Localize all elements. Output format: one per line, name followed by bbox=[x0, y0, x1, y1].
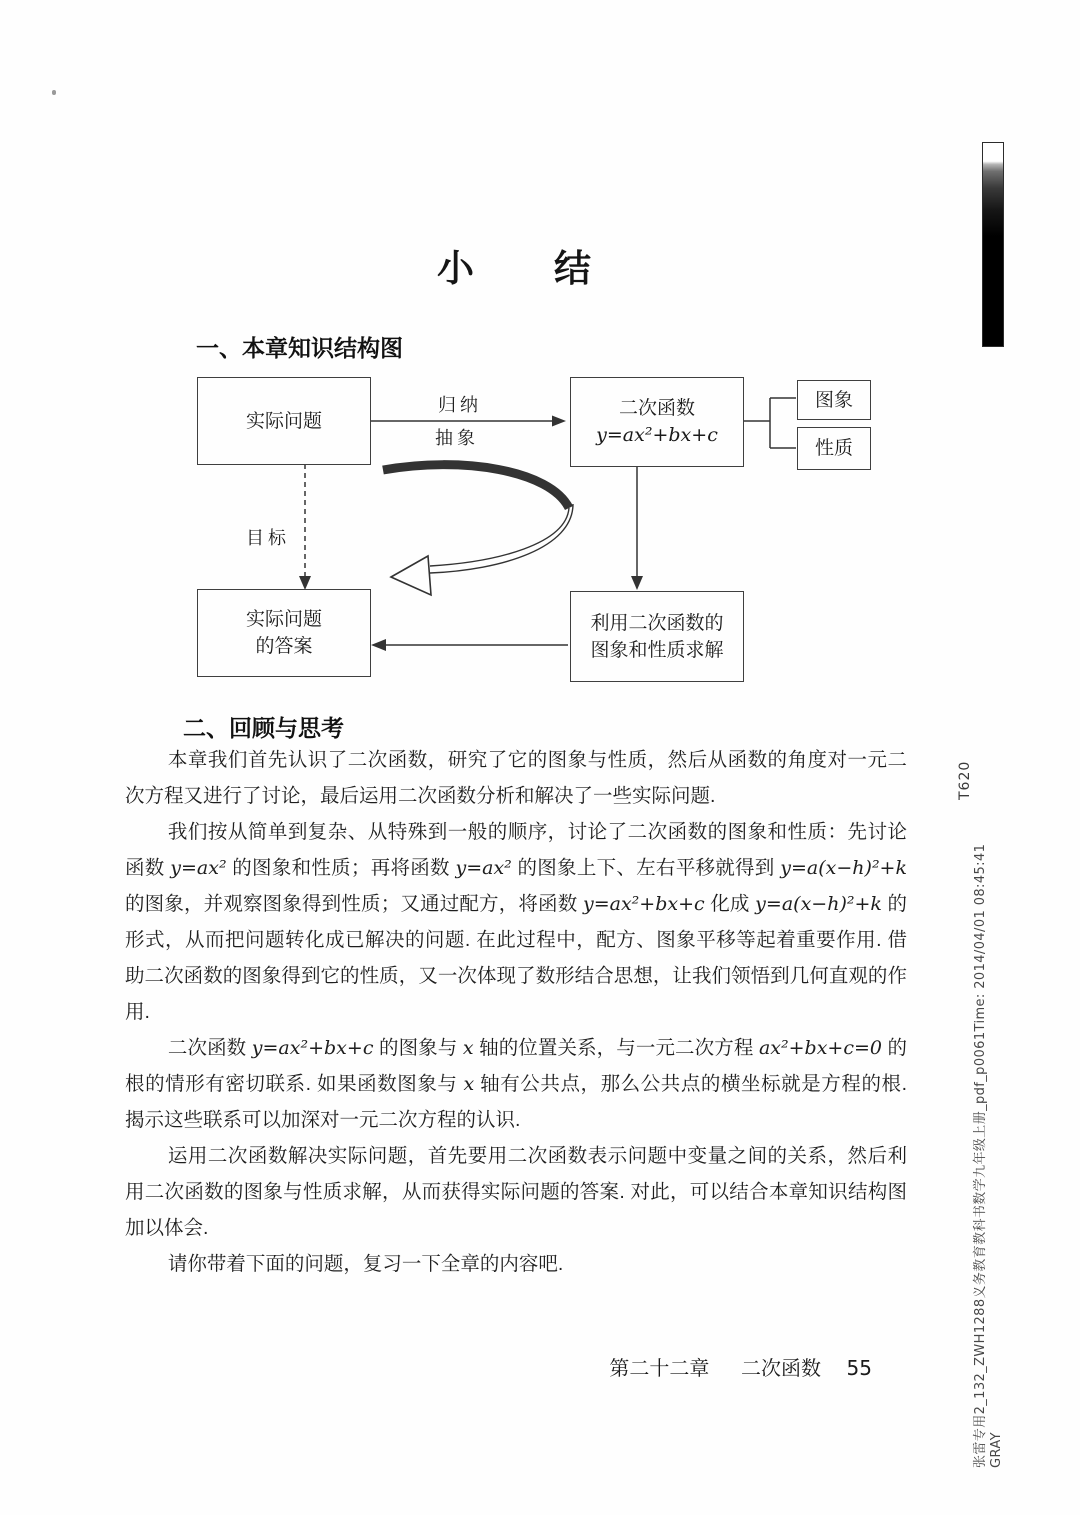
scan-code bbox=[957, 761, 973, 800]
swoosh-arrowhead bbox=[391, 556, 431, 595]
footer-subject: 二次函数 bbox=[740, 1358, 821, 1380]
swoosh-arrow-return-a bbox=[430, 508, 569, 566]
edge-label-abstraction: 抽象 bbox=[435, 428, 479, 448]
paragraph bbox=[125, 1246, 907, 1282]
connector-bracket bbox=[743, 398, 796, 448]
flowchart-box-practical-problem bbox=[197, 377, 371, 465]
text-run: 我们按从简单到复杂、从特殊到一般的顺序，讨论了二次函数的图象和性质：先讨论函数 bbox=[125, 821, 907, 879]
text-run: 的根的情形有密切联系. 如果函数图象与 bbox=[125, 1037, 907, 1095]
text-run: 轴的位置关系，与一元二次方程 bbox=[473, 1037, 759, 1059]
box-label: 图象和性质求解 bbox=[590, 639, 724, 661]
arrowhead-left bbox=[371, 639, 386, 651]
paragraph bbox=[125, 814, 907, 1030]
section1-heading: 一、本章知识结构图 bbox=[196, 335, 403, 361]
swoosh-arrow-return-b bbox=[430, 504, 573, 573]
page-title: 小 结 bbox=[437, 246, 593, 290]
review-paragraphs bbox=[125, 742, 907, 1282]
footer-page-number: 55 bbox=[846, 1356, 872, 1380]
section2-heading: 二、回顾与思考 bbox=[183, 715, 344, 741]
text-run: 的图象，并观察图象得到性质；又通过配方，将函数 bbox=[125, 893, 583, 915]
box-label: 图象 bbox=[814, 389, 853, 411]
arrowhead-goal-down bbox=[299, 576, 311, 590]
box-label: 利用二次函数的 bbox=[590, 612, 724, 634]
arrowhead-down bbox=[631, 576, 643, 590]
text-run: 的形式，从而把问题转化成已解决的问题. 在此过程中，配方、图象平移等起着重要作用. 借助二次函数的图象得到它的性质，又一次体现了数形结合思想，让我们领悟到几何直观的作用. bbox=[125, 893, 907, 1023]
text-run: 本章我们首先认识了二次函数，研究了它的图象与性质，然后从函数的角度对一元二次方程又进行了讨论，最后运用二次函数分析和解决了一些实际问题. bbox=[125, 749, 907, 807]
box-label: 实际问题 bbox=[245, 609, 322, 630]
inline-math: y=ax²+bx+c bbox=[251, 1037, 374, 1059]
paragraph bbox=[125, 1030, 907, 1138]
box-label: 实际问题 bbox=[245, 410, 322, 432]
quadratic-formula: y=ax²+bx+c bbox=[596, 424, 718, 446]
flowchart-box-quadratic-function bbox=[570, 377, 744, 467]
flowchart-box-solve bbox=[570, 591, 744, 682]
footer-chapter: 第二十二章 bbox=[609, 1358, 710, 1380]
text-run: 运用二次函数解决实际问题，首先要用二次函数表示问题中变量之间的关系，然后利用二次函数的图象与性质求解，从而获得实际问题的答案. 对此，可以结合本章知识结构图加以体会. bbox=[125, 1145, 907, 1239]
inline-math: x bbox=[462, 1037, 474, 1059]
scan-stamp bbox=[973, 844, 1005, 1468]
edge-label-goal: 目标 bbox=[246, 528, 290, 548]
text-run: 轴有公共点，那么公共点的横坐标就是方程的根. 揭示这些联系可以加深对一元二次方程的认识. bbox=[125, 1073, 907, 1131]
page-footer bbox=[609, 1352, 872, 1381]
text-run: 的图象和性质；再将函数 bbox=[226, 857, 456, 879]
inline-math: ax²+bx+c=0 bbox=[758, 1037, 882, 1059]
box-label: 性质 bbox=[814, 438, 853, 459]
text-run: 的图象与 bbox=[373, 1037, 463, 1059]
flowchart-box-graph bbox=[797, 380, 871, 420]
flowchart-box-property bbox=[797, 427, 871, 470]
scan-code-text: T620 bbox=[957, 760, 973, 800]
paragraph bbox=[125, 1138, 907, 1246]
inline-math: y=ax²+bx+c bbox=[582, 893, 705, 915]
box-label: 二次函数 bbox=[618, 398, 695, 419]
scan-stamp-line: 张雷专用2_132_ZWH1288义务教育教科书数学九年级上册_pdf_p0061Time: 2014/04/01 08:45:41 bbox=[973, 843, 988, 1468]
text-run: 二次函数 bbox=[167, 1037, 252, 1059]
scan-mode-label: GRAY bbox=[989, 1431, 1004, 1468]
grayscale-calibration-bar bbox=[982, 142, 1004, 347]
inline-math: y=ax² bbox=[455, 857, 512, 879]
text-run: 化成 bbox=[704, 893, 756, 915]
inline-math: y=a(x−h)²+k bbox=[755, 893, 882, 915]
inline-math: y=a(x−h)²+k bbox=[780, 857, 907, 879]
inline-math: x bbox=[463, 1073, 475, 1095]
inline-math: y=ax² bbox=[170, 857, 227, 879]
arrowhead-right bbox=[552, 416, 566, 427]
edge-label-induction: 归纳 bbox=[438, 395, 482, 415]
box-label: 的答案 bbox=[255, 636, 313, 657]
paragraph bbox=[125, 742, 907, 814]
text-run: 的图象上下、左右平移就得到 bbox=[511, 857, 781, 879]
text-run: 请你带着下面的问题，复习一下全章的内容吧. bbox=[167, 1253, 564, 1275]
swoosh-arrow-band bbox=[383, 465, 569, 508]
flowchart-box-answer bbox=[197, 589, 371, 677]
